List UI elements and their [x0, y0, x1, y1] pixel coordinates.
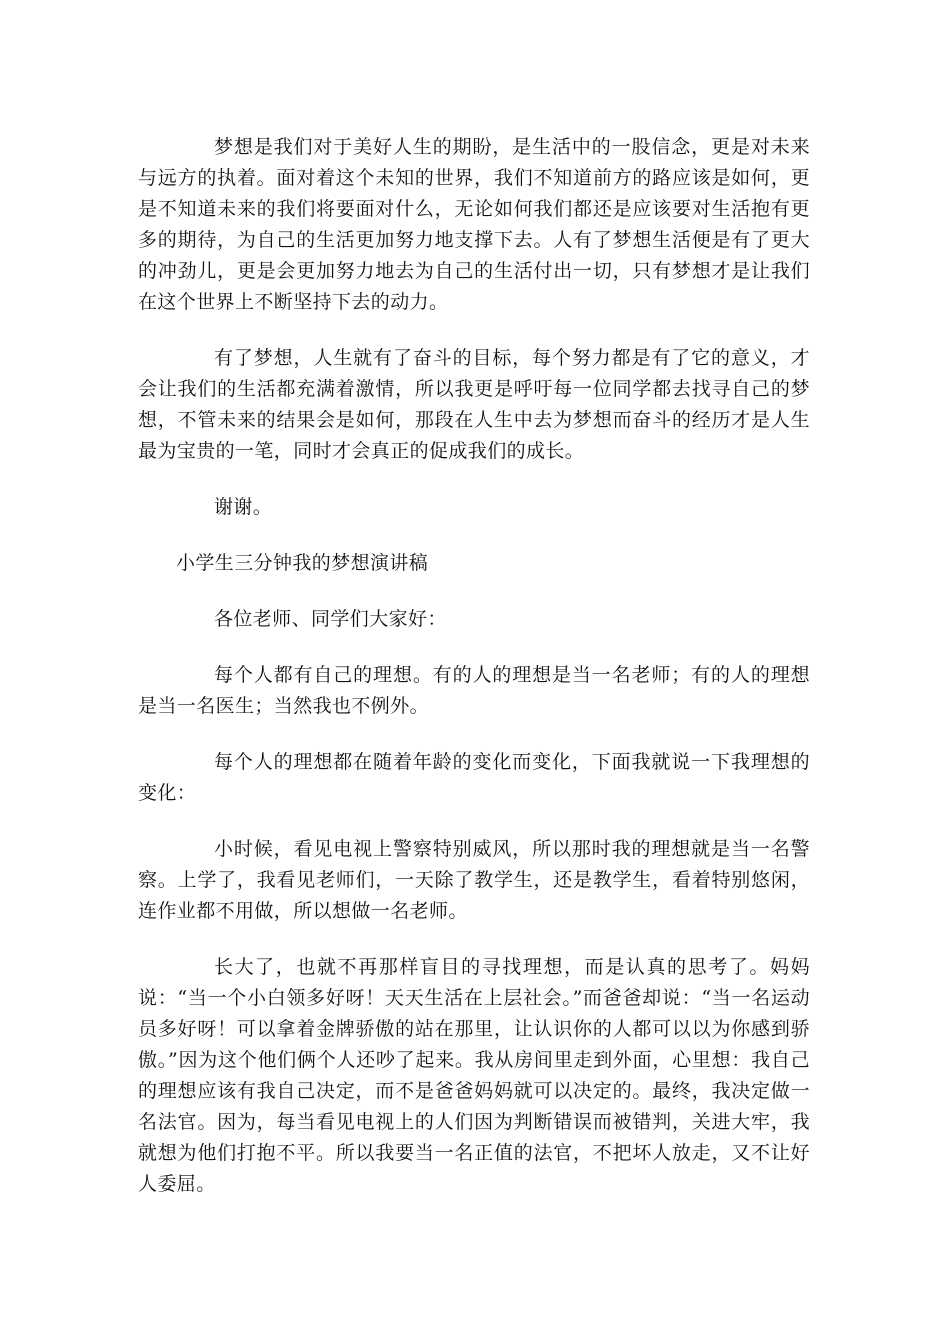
speech-title: 小学生三分钟我的梦想演讲稿	[176, 552, 429, 574]
paragraph-childhood: 小时候，看见电视上警察特别威风，所以那时我的理想就是当一名警察。上学了，我看见老师们，一天除了教学生，还是教学生，看着特别悠闲，连作业都不用做，所以想做一名老师。	[138, 838, 810, 922]
document-body	[138, 132, 810, 1225]
paragraph-thanks: 谢谢。	[214, 496, 273, 518]
paragraph-dream-goal: 有了梦想，人生就有了奋斗的目标，每个努力都是有了它的意义，才会让我们的生活都充满着激情，所以我更是呼吁每一位同学都去找寻自己的梦想，不管未来的结果会是如何，那段在人生中去为梦想而奋斗的经历才是人生最为宝贵的一笔，同时才会真正的促成我们的成长。	[138, 347, 810, 462]
paragraph-greeting: 各位老师、同学们大家好：	[214, 608, 447, 630]
paragraph-dream-belief: 梦想是我们对于美好人生的期盼，是生活中的一股信念，更是对未来与远方的执着。面对着这个未知的世界，我们不知道前方的路应该是如何，更是不知道未来的我们将要面对什么，无论如何我们都还是应该要对生活抱有更多的期待，为自己的生活更加努力地支撑下去。人有了梦想生活便是有了更大的冲劲儿，更是会更加努力地去为自己的生活付出一切，只有梦想才是让我们在这个世界上不断坚持下去的动力。	[138, 136, 810, 313]
paragraph-grown-up: 长大了，也就不再那样盲目的寻找理想，而是认真的思考了。妈妈说：“当一个小白领多好呀！天天生活在上层社会。”而爸爸却说：“当一名运动员多好呀！可以拿着金牌骄傲的站在那里，让认识你的人都可以以为你感到骄傲。”因为这个他们俩个人还吵了起来。我从房间里走到外面，心里想：我自己的理想应该有我自己决定，而不是爸爸妈妈就可以决定的。最终，我决定做一名法官。因为，每当看见电视上的人们因为判断错误而被错判，关进大牢，我就想为他们打抱不平。所以我要当一名正值的法官，不把坏人放走，又不让好人委屈。	[138, 956, 810, 1195]
paragraph-ideal-changes: 每个人的理想都在随着年龄的变化而变化，下面我就说一下我理想的变化：	[138, 751, 810, 804]
paragraph-everyone-ideal: 每个人都有自己的理想。有的人的理想是当一名老师；有的人的理想是当一名医生；当然我也不例外。	[138, 664, 810, 717]
